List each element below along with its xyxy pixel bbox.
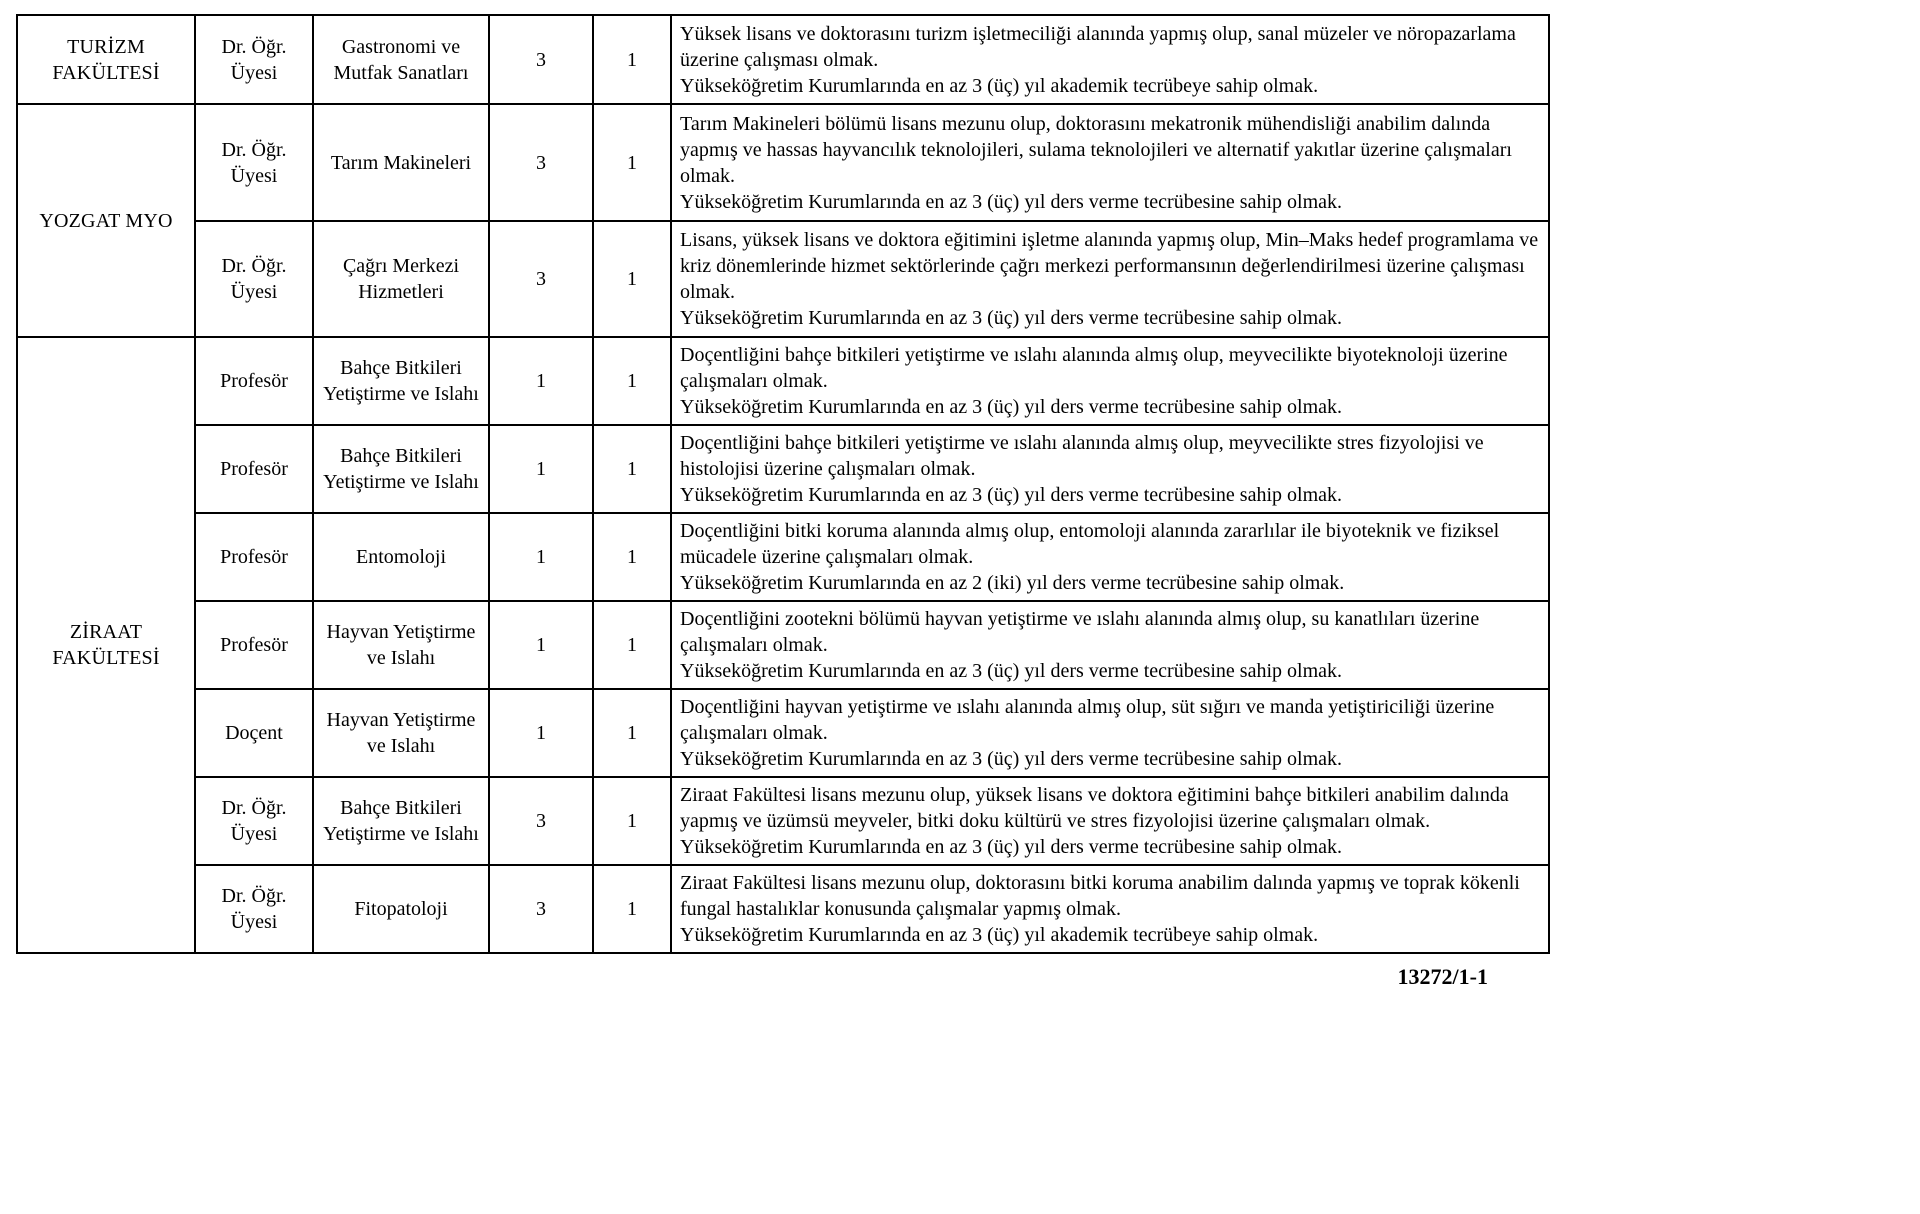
field-cell: Fitopatoloji (313, 865, 489, 953)
experience-text: Yükseköğretim Kurumlarında en az 3 (üç) yıl akademik tecrübeye sahip olmak. (680, 74, 1319, 97)
degree-cell: 1 (489, 601, 593, 689)
field-cell: Çağrı Merkezi Hizmetleri (313, 221, 489, 337)
experience-text: Yükseköğretim Kurumlarında en az 3 (üç) yıl ders verme tecrübesine sahip olmak. (680, 660, 1343, 682)
field-cell: Bahçe Bitkileri Yetiştirme ve Islahı (313, 777, 489, 865)
field-cell: Bahçe Bitkileri Yetiştirme ve Islahı (313, 337, 489, 425)
title-cell: Profesör (195, 425, 313, 513)
experience-text: Yükseköğretim Kurumlarında en az 3 (üç) yıl ders verme tecrübesine sahip olmak. (680, 748, 1343, 770)
count-cell: 1 (593, 865, 671, 953)
title-cell: Dr. Öğr. Üyesi (195, 777, 313, 865)
experience-text: Yükseköğretim Kurumlarında en az 2 (iki) yıl ders verme tecrübesine sahip olmak. (680, 572, 1345, 594)
field-cell: Entomoloji (313, 513, 489, 601)
gazette-reference-code: 13272/1-1 (1397, 964, 1488, 989)
table-row (17, 425, 1549, 513)
requirement-text: Doçentliğini hayvan yetiştirme ve ıslahı alanında almış olup, süt sığırı ve manda yetiştiriciliği üzerine çalışmaları olmak. (680, 696, 1495, 744)
title-cell: Profesör (195, 337, 313, 425)
requirement-text: Ziraat Fakültesi lisans mezunu olup, doktorasını bitki koruma anabilim dalında yapmış ve toprak kökenli fungal hastalıklar konusunda çalışmalar yapmış olmak. (680, 872, 1520, 920)
title-cell: Doçent (195, 689, 313, 777)
experience-text: Yükseköğretim Kurumlarında en az 3 (üç) yıl ders verme tecrübesine sahip olmak. (680, 484, 1343, 506)
requirement-text: Lisans, yüksek lisans ve doktora eğitimini işletme alanında yapmış olup, Min–Maks hedef programlama ve kriz dönemlerinde hizmet sektörlerinde çağrı merkezi performansının değerlendirilmesi üzerine çalışması olmak. (680, 229, 1539, 303)
requirement-text: Doçentliğini zootekni bölümü hayvan yetiştirme ve ıslahı alanında almış olup, su kanatlıları üzerine çalışmaları olmak. (680, 608, 1480, 656)
experience-text: Yükseköğretim Kurumlarında en az 3 (üç) yıl ders verme tecrübesine sahip olmak. (680, 190, 1343, 213)
degree-cell: 1 (489, 425, 593, 513)
field-cell: Bahçe Bitkileri Yetiştirme ve Islahı (313, 425, 489, 513)
title-cell: Dr. Öğr. Üyesi (195, 865, 313, 953)
degree-cell: 3 (489, 865, 593, 953)
requirement-text: Yüksek lisans ve doktorasını turizm işletmeciliği alanında yapmış olup, sanal müzeler ve nöropazarlama üzerine çalışması olmak. (680, 22, 1516, 71)
count-cell: 1 (593, 15, 671, 104)
title-cell: Profesör (195, 513, 313, 601)
table-row (17, 513, 1549, 601)
title-cell: Dr. Öğr. Üyesi (195, 221, 313, 337)
requirement-text: Tarım Makineleri bölümü lisans mezunu olup, doktorasını mekatronik mühendisliği anabilim dalında yapmış ve hassas hayvancılık teknolojileri, sulama teknolojileri ve alternatif yakıtlar üzerine çalışmaları olmak. (680, 112, 1512, 187)
count-cell: 1 (593, 104, 671, 221)
requirements-cell (671, 425, 1549, 513)
requirements-cell (671, 865, 1549, 953)
field-cell: Hayvan Yetiştirme ve Islahı (313, 689, 489, 777)
field-cell: Hayvan Yetiştirme ve Islahı (313, 601, 489, 689)
degree-cell: 3 (489, 104, 593, 221)
requirement-text: Doçentliğini bahçe bitkileri yetiştirme ve ıslahı alanında almış olup, meyvecilikte stres fizyolojisi ve histolojisi üzerine çalışmaları olmak. (680, 432, 1484, 480)
degree-cell: 3 (489, 15, 593, 104)
degree-cell: 1 (489, 337, 593, 425)
table-row (17, 15, 1549, 104)
requirements-cell (671, 337, 1549, 425)
requirements-cell (671, 689, 1549, 777)
experience-text: Yükseköğretim Kurumlarında en az 3 (üç) yıl ders verme tecrübesine sahip olmak. (680, 836, 1343, 858)
table-row (17, 689, 1549, 777)
count-cell: 1 (593, 221, 671, 337)
requirements-cell (671, 221, 1549, 337)
title-cell: Dr. Öğr. Üyesi (195, 104, 313, 221)
title-cell: Profesör (195, 601, 313, 689)
count-cell: 1 (593, 689, 671, 777)
requirement-text: Doçentliğini bitki koruma alanında almış olup, entomoloji alanında zararlılar ile biyoteknik ve fiziksel mücadele üzerine çalışmaları olmak. (680, 520, 1500, 568)
requirements-cell (671, 15, 1549, 104)
requirements-cell (671, 601, 1549, 689)
degree-cell: 3 (489, 221, 593, 337)
count-cell: 1 (593, 425, 671, 513)
table-row (17, 601, 1549, 689)
field-cell: Tarım Makineleri (313, 104, 489, 221)
faculty-cell: YOZGAT MYO (17, 104, 195, 337)
experience-text: Yükseköğretim Kurumlarında en az 3 (üç) yıl ders verme tecrübesine sahip olmak. (680, 396, 1343, 418)
requirement-text: Doçentliğini bahçe bitkileri yetiştirme ve ıslahı alanında almış olup, meyvecilikte biyoteknoloji üzerine çalışmaları olmak. (680, 344, 1508, 392)
requirements-cell (671, 777, 1549, 865)
experience-text: Yükseköğretim Kurumlarında en az 3 (üç) yıl ders verme tecrübesine sahip olmak. (680, 307, 1343, 329)
degree-cell: 1 (489, 513, 593, 601)
table-row (17, 221, 1549, 337)
table-row (17, 865, 1549, 953)
count-cell: 1 (593, 337, 671, 425)
experience-text: Yükseköğretim Kurumlarında en az 3 (üç) yıl akademik tecrübeye sahip olmak. (680, 924, 1319, 946)
academic-positions-table (16, 14, 1550, 954)
requirements-cell (671, 104, 1549, 221)
count-cell: 1 (593, 601, 671, 689)
faculty-cell: ZİRAAT FAKÜLTESİ (17, 337, 195, 953)
table-row (17, 777, 1549, 865)
requirement-text: Ziraat Fakültesi lisans mezunu olup, yüksek lisans ve doktora eğitimini bahçe bitkileri anabilim dalında yapmış ve üzümsü meyveler, bitki doku kültürü ve stres fizyolojisi üzerine çalışmaları olmak. (680, 784, 1509, 832)
degree-cell: 3 (489, 777, 593, 865)
degree-cell: 1 (489, 689, 593, 777)
table-row (17, 337, 1549, 425)
title-cell: Dr. Öğr. Üyesi (195, 15, 313, 104)
requirements-cell (671, 513, 1549, 601)
field-cell: Gastronomi ve Mutfak Sanatları (313, 15, 489, 104)
count-cell: 1 (593, 513, 671, 601)
table-row (17, 104, 1549, 221)
count-cell: 1 (593, 777, 671, 865)
faculty-cell: TURİZM FAKÜLTESİ (17, 15, 195, 104)
